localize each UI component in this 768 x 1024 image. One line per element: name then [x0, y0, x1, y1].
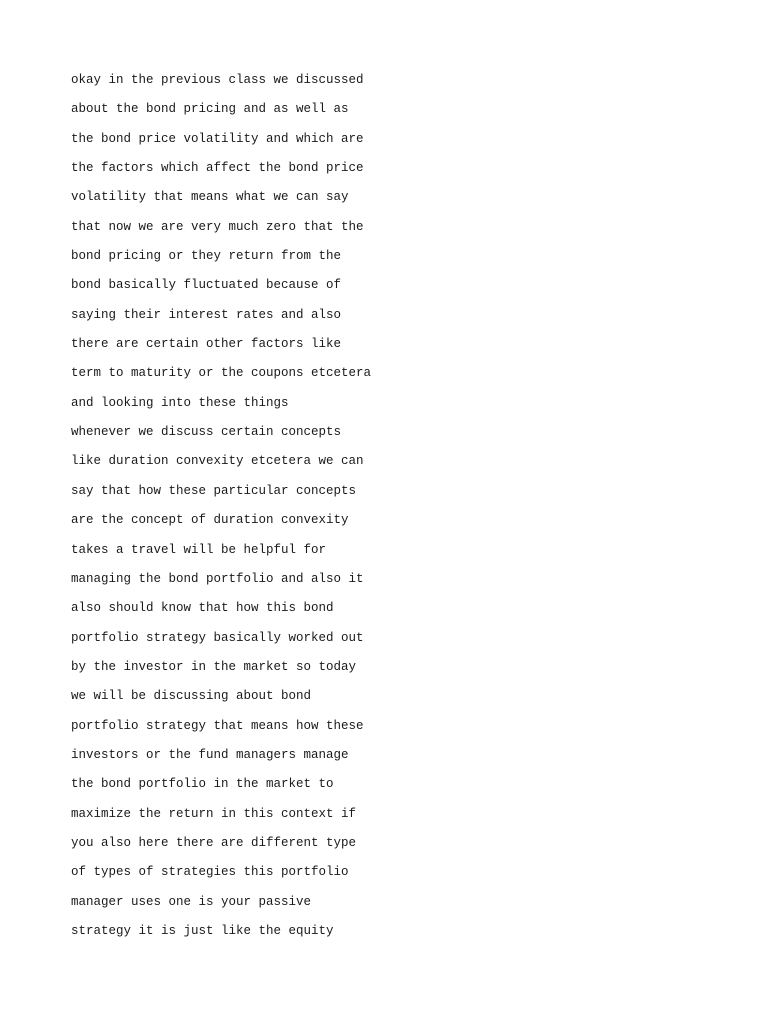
text-line: by the investor in the market so today [71, 659, 357, 674]
text-line: volatility that means what we can say [71, 190, 349, 205]
text-line: say that how these particular concepts [71, 483, 357, 498]
text-line: you also here there are different type [71, 835, 357, 850]
text-line: we will be discussing about bond [71, 689, 312, 704]
text-line: there are certain other factors like [71, 337, 342, 352]
text-line: maximize the return in this context if [71, 806, 357, 821]
text-line: are the concept of duration convexity [71, 513, 349, 528]
text-line: the bond price volatility and which are [71, 131, 364, 146]
text-line: strategy it is just like the equity [71, 923, 334, 938]
text-line: bond basically fluctuated because of [71, 278, 342, 293]
text-line: like duration convexity etcetera we can [71, 454, 364, 469]
text-line: term to maturity or the coupons etcetera [71, 366, 372, 381]
text-line: portfolio strategy that means how these [71, 718, 364, 733]
text-line: and looking into these things [71, 395, 289, 410]
text-line: the factors which affect the bond price [71, 161, 364, 176]
text-line: takes a travel will be helpful for [71, 542, 327, 557]
text-line: whenever we discuss certain concepts [71, 425, 342, 440]
text-line: the bond portfolio in the market to [71, 777, 334, 792]
text-line: that now we are very much zero that the [71, 219, 364, 234]
text-line: about the bond pricing and as well as [71, 102, 349, 117]
text-line: manager uses one is your passive [71, 894, 312, 909]
text-line: portfolio strategy basically worked out [71, 630, 364, 645]
text-line: managing the bond portfolio and also it [71, 571, 364, 586]
text-line: also should know that how this bond [71, 601, 334, 616]
transcript-text [71, 66, 371, 946]
text-line: okay in the previous class we discussed [71, 73, 364, 87]
text-line: bond pricing or they return from the [71, 249, 342, 264]
text-line: saying their interest rates and also [71, 307, 342, 322]
text-line: of types of strategies this portfolio [71, 865, 349, 880]
text-line: investors or the fund managers manage [71, 747, 349, 762]
